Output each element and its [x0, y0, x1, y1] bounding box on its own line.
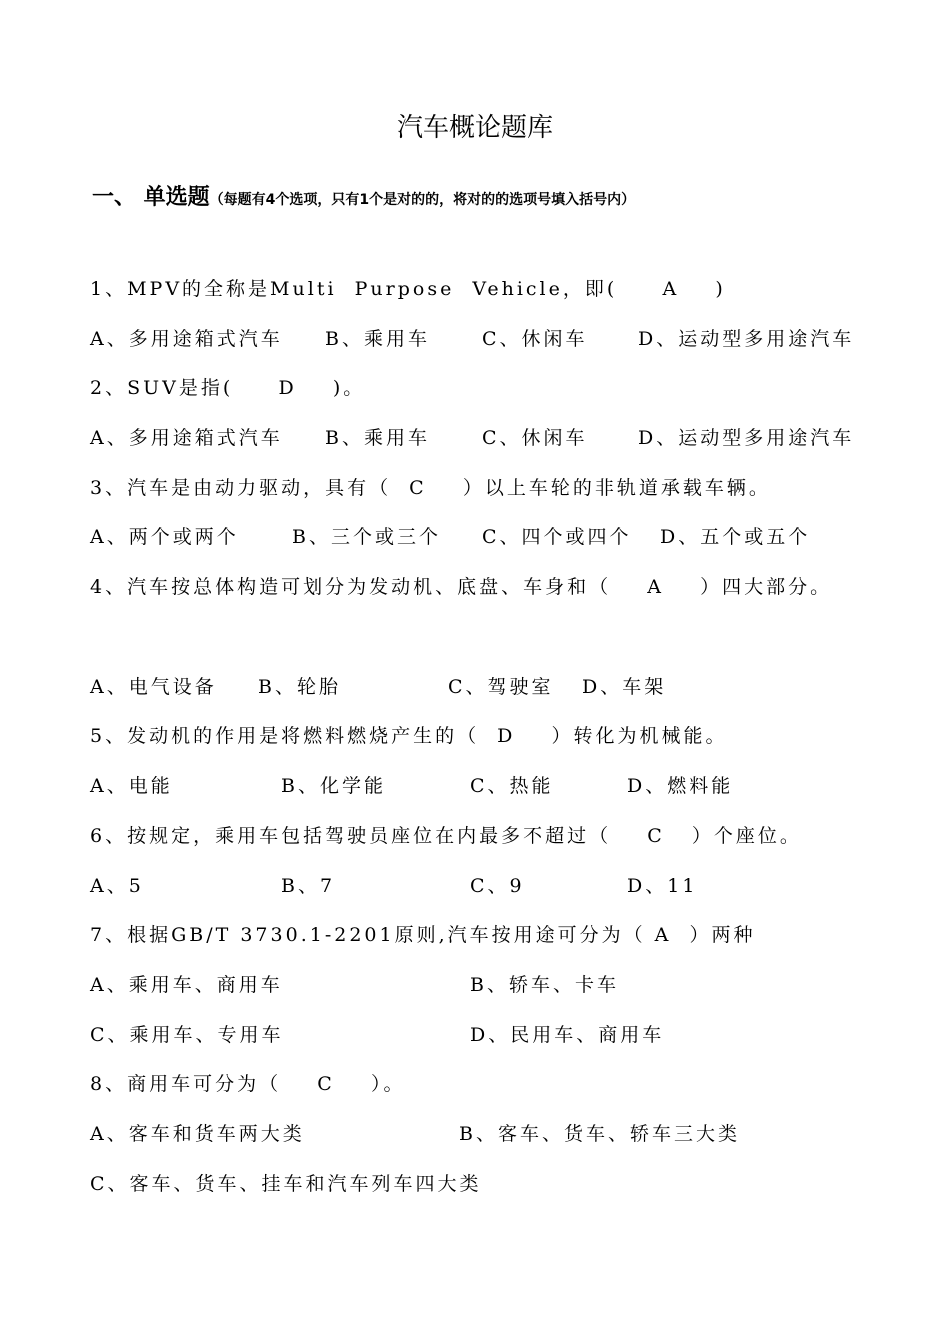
q1-option-c: C、休闲车	[482, 328, 588, 350]
question-8: 8、商用车可分为（ C ）。	[90, 1073, 406, 1095]
question-3: 3、汽车是由动力驱动，具有（ C ）以上车轮的非轨道承载车辆。	[90, 477, 771, 499]
q2-option-b: B、乘用车	[325, 427, 430, 449]
q5-option-b: B、化学能	[281, 775, 386, 797]
q7-option-c: C、乘用车、专用车	[90, 1024, 284, 1046]
question-2: 2、SUV是指( D )。	[90, 377, 366, 399]
q1-option-a: A、多用途箱式汽车	[90, 328, 283, 350]
q3-option-a: A、两个或两个	[90, 526, 239, 548]
question-5: 5、发动机的作用是将燃料燃烧产生的（ D ）转化为机械能。	[90, 725, 728, 747]
section-heading-single-choice	[92, 180, 635, 211]
q6-option-d: D、11	[627, 875, 698, 897]
question-6: 6、按规定，乘用车包括驾驶员座位在内最多不超过（ C ）个座位。	[90, 825, 802, 847]
question-4: 4、汽车按总体构造可划分为发动机、底盘、车身和（ A ）四大部分。	[90, 576, 833, 598]
q4-option-b: B、轮胎	[258, 676, 341, 698]
q5-option-c: C、热能	[470, 775, 554, 797]
section-instructions: （每题有4个选项，只有1个是对的的，将对的的选项号填入括号内）	[209, 192, 636, 208]
q3-option-d: D、五个或五个	[660, 526, 811, 548]
section-heading: 一、 单选题	[92, 185, 210, 210]
q4-option-c: C、驾驶室	[448, 676, 554, 698]
q2-option-a: A、多用途箱式汽车	[90, 427, 283, 449]
q8-option-c: C、客车、货车、挂车和汽车列车四大类	[90, 1173, 482, 1195]
q6-option-b: B、7	[281, 875, 336, 897]
q6-option-a: A、5	[90, 875, 144, 897]
q5-option-a: A、电能	[90, 775, 173, 797]
q8-option-b: B、客车、货车、轿车三大类	[459, 1123, 740, 1145]
q4-option-d: D、车架	[582, 676, 667, 698]
q4-option-a: A、电气设备	[90, 676, 217, 698]
q3-option-b: B、三个或三个	[292, 526, 441, 548]
q7-option-b: B、轿车、卡车	[470, 974, 619, 996]
q5-option-d: D、燃料能	[627, 775, 734, 797]
question-1: 1、MPV的全称是Multi Purpose Vehicle，即( A )	[90, 278, 726, 300]
q7-option-a: A、乘用车、商用车	[90, 974, 283, 996]
q8-option-a: A、客车和货车两大类	[90, 1123, 305, 1145]
q2-option-d: D、运动型多用途汽车	[638, 427, 855, 449]
question-7: 7、根据GB/T 3730.1-2201原则,汽车按用途可分为（ A ）两种	[90, 924, 756, 946]
q6-option-c: C、9	[470, 875, 525, 897]
page-title: 汽车概论题库	[396, 113, 553, 143]
q1-option-b: B、乘用车	[325, 328, 430, 350]
q7-option-d: D、民用车、商用车	[470, 1024, 665, 1046]
q2-option-c: C、休闲车	[482, 427, 588, 449]
q3-option-c: C、四个或四个	[482, 526, 632, 548]
q1-option-d: D、运动型多用途汽车	[638, 328, 855, 350]
